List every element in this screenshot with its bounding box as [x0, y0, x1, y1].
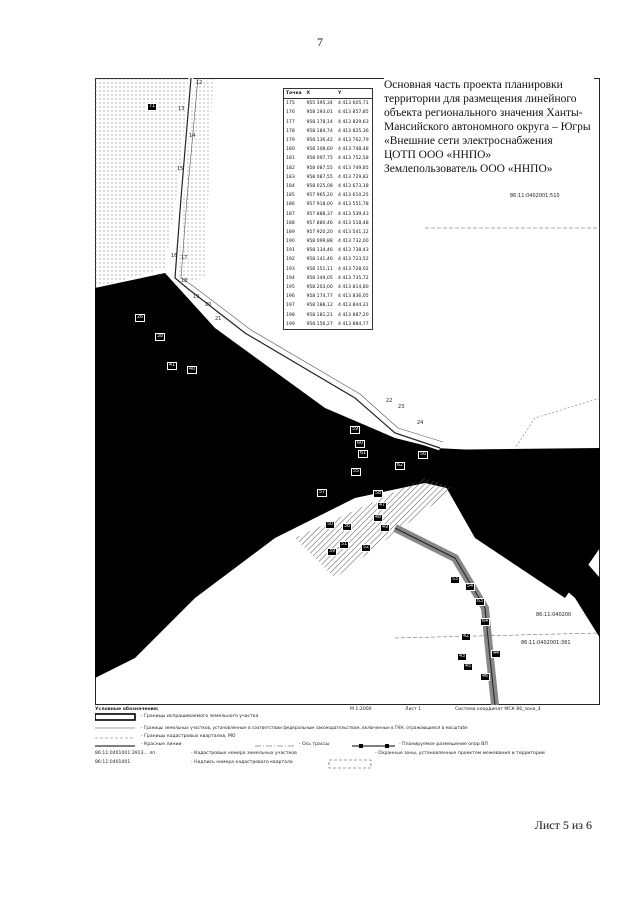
cell-y: 4 413 673,18 — [337, 183, 369, 189]
cell-x: 957 965,20 — [306, 193, 333, 199]
map-legend — [95, 705, 600, 771]
cell-y: 4 413 749,85 — [337, 165, 369, 171]
cell-y: 4 413 814,80 — [337, 285, 369, 291]
cell-x: 958 087,55 — [306, 165, 333, 171]
cell-x: 958 156,27 — [306, 321, 333, 327]
point-label: 15 — [177, 166, 184, 172]
cell-y: 4 413 728,02 — [337, 266, 369, 272]
legend-heading: Условные обозначения: — [95, 707, 159, 712]
table-row — [284, 182, 373, 191]
cell-point: 177 — [286, 119, 295, 125]
parcel-tag: 64 — [482, 619, 489, 624]
cell-point: 179 — [286, 138, 295, 144]
table-row — [284, 320, 373, 330]
table-row — [284, 145, 373, 154]
parcel-tag: 59 — [352, 427, 359, 432]
legend-item: - Ось трассы — [299, 742, 330, 747]
point-label: 17 — [181, 255, 188, 261]
cell-x: 958 193,01 — [306, 110, 333, 116]
parcel-tag: 39 — [329, 549, 336, 554]
cell-y: 4 413 857,85 — [337, 110, 369, 116]
parcel-tag: 41 — [169, 363, 176, 368]
kad-label-040200: 86:11:040200 — [536, 612, 572, 618]
cell-x: 958 099,88 — [306, 239, 333, 245]
title-line: территории для размещения линейного — [384, 93, 577, 105]
table-row — [284, 301, 373, 310]
cell-x: 958 178,14 — [306, 119, 333, 125]
legend-item: - Границы кадастровых кварталов, МО — [141, 734, 236, 739]
cell-y: 4 413 752,58 — [337, 156, 369, 162]
legend-item: - Кадастровые номера земельных участков — [191, 751, 297, 756]
cell-y: 4 413 541,12 — [337, 229, 369, 235]
cell-y: 4 413 884,77 — [337, 321, 369, 327]
parcel-tag: 71 — [149, 104, 156, 109]
title-line: Землепользователь ООО «ННПО» — [384, 163, 553, 175]
title-line: Мансийского автономного округа – Югры — [384, 121, 591, 133]
parcel-tag: 52 — [363, 545, 370, 550]
title-line: объекта регионального значения Ханты- — [384, 107, 583, 119]
cell-x: 958 136,42 — [306, 138, 333, 144]
cell-point: 183 — [286, 174, 295, 180]
table-row — [284, 246, 373, 255]
table-row — [284, 164, 373, 173]
cell-y: 4 413 748,48 — [337, 147, 369, 153]
table-row — [284, 108, 373, 117]
point-label: 18 — [181, 278, 188, 284]
parcel-tag: 53 — [452, 577, 459, 582]
legend-item: - Надпись номера кадастрового квартала — [191, 760, 293, 765]
cell-point: 182 — [286, 165, 295, 171]
parcel-tag: 46 — [482, 674, 489, 679]
table-row — [284, 311, 373, 320]
table-row — [284, 136, 373, 145]
point-label: 23 — [398, 404, 405, 410]
cell-point: 193 — [286, 266, 295, 272]
cell-x: 958 151,11 — [306, 266, 333, 272]
kad-label-510: 86:11:0402001:510 — [510, 193, 560, 199]
cell-x: 958 184,74 — [306, 128, 333, 134]
parcel-tag: 36 — [344, 524, 351, 529]
document-title — [384, 78, 594, 176]
cell-y: 4 413 729,82 — [337, 174, 369, 180]
cell-y: 4 413 836,05 — [337, 294, 369, 300]
table-row — [284, 209, 373, 218]
point-label: 24 — [417, 420, 424, 426]
cell-point: 197 — [286, 303, 295, 309]
cell-y: 4 413 829,63 — [337, 119, 369, 125]
cell-x: 958 188,12 — [306, 303, 333, 309]
cell-point: 198 — [286, 312, 295, 318]
cell-point: 178 — [286, 128, 295, 134]
cell-y: 4 413 735,72 — [337, 275, 369, 281]
legend-coord-system: Система координат МСК 86_зона_4 — [455, 707, 541, 712]
col-point: Точка — [284, 89, 305, 99]
cell-y: 4 413 610,25 — [337, 193, 369, 199]
table-row — [284, 118, 373, 127]
parcel-tag: 42 — [463, 634, 470, 639]
parcel-tag: 40 — [189, 367, 196, 372]
table-row — [284, 237, 373, 246]
cell-point: 181 — [286, 156, 295, 162]
parcel-tag: 26 — [137, 315, 144, 320]
cell-y: 4 413 518,48 — [337, 220, 369, 226]
cell-point: 184 — [286, 183, 295, 189]
sheet-counter: Лист 5 из 6 — [534, 818, 592, 832]
cell-x: 957 888,37 — [306, 211, 333, 217]
table-row — [284, 255, 373, 264]
cell-point: 192 — [286, 257, 295, 263]
cell-x: 958 141,46 — [306, 257, 333, 263]
cell-point: 194 — [286, 275, 295, 281]
point-label: 16 — [171, 253, 178, 259]
point-label: 21 — [215, 316, 222, 322]
parcel-tag: 55 — [353, 469, 360, 474]
table-header-row — [284, 89, 373, 99]
legend-item: - Границы земельных участков, установленные в соответствии федеральным законодательством, включенные в ГКН, отражающиеся в масштабе — [141, 725, 468, 730]
parcel-tag: 58 — [375, 491, 382, 496]
point-label: 86 — [157, 274, 164, 280]
table-row — [284, 173, 373, 182]
legend-item: - Красные линии — [141, 742, 182, 747]
parcel-tag: 60 — [357, 441, 364, 446]
parcel-tag: 38 — [157, 334, 164, 339]
table-row — [284, 292, 373, 301]
cell-point: 199 — [286, 321, 295, 327]
parcel-tag: 44 — [493, 651, 500, 656]
point-label: 12 — [196, 80, 203, 86]
cell-point: 185 — [286, 193, 295, 199]
cell-x: 955 395,34 — [306, 101, 333, 107]
table-row — [284, 127, 373, 136]
cell-x: 958 174,77 — [306, 294, 333, 300]
table-row — [284, 228, 373, 237]
cell-point: 176 — [286, 110, 295, 116]
table-row — [284, 154, 373, 163]
cell-point: 186 — [286, 202, 295, 208]
parcel-tag: 61 — [360, 451, 367, 456]
parcel-tag: 48 — [375, 515, 382, 520]
cell-x: 958 025,08 — [306, 183, 333, 189]
point-label: 14 — [189, 133, 196, 139]
parcel-tag: 49 — [382, 525, 389, 530]
table-row — [284, 200, 373, 209]
parcel-tag: 45 — [465, 664, 472, 669]
coordinates-table — [283, 88, 373, 330]
cell-x: 957 880,46 — [306, 220, 333, 226]
cell-x: 958 181,21 — [306, 312, 333, 318]
cell-point: 190 — [286, 239, 295, 245]
cell-y: 4 413 887,20 — [337, 312, 369, 318]
cell-y: 4 413 844,31 — [337, 303, 369, 309]
cell-point: 175 — [286, 101, 295, 107]
cell-x: 958 203,00 — [306, 285, 333, 291]
parcel-tag: 54 — [467, 584, 474, 589]
cell-x: 958 134,46 — [306, 248, 333, 254]
cell-point: 195 — [286, 285, 295, 291]
coordinates-body — [284, 99, 373, 330]
cell-y: 4 413 539,43 — [337, 211, 369, 217]
cell-x: 958 149,05 — [306, 275, 333, 281]
legend-item: - Планируемое размещение опор ВЛ — [399, 742, 488, 747]
parcel-tag: 50 — [327, 522, 334, 527]
legend-sheet: Лист 1 — [405, 707, 422, 712]
parcel-tag: 47 — [379, 503, 386, 508]
table-row — [284, 274, 373, 283]
legend-sample-quarter: 86:11:0401001 — [95, 760, 131, 765]
cell-y: 4 413 723,52 — [337, 257, 369, 263]
cell-point: 191 — [286, 248, 295, 254]
cell-y: 4 413 738,43 — [337, 248, 369, 254]
title-line: «Внешние сети электроснабжения — [384, 135, 553, 147]
table-row — [284, 265, 373, 274]
cell-y: 4 413 825,36 — [337, 128, 369, 134]
cell-y: 4 413 551,78 — [337, 202, 369, 208]
col-x: X — [304, 89, 335, 99]
point-label: 20 — [205, 302, 212, 308]
parcel-tag: 51 — [341, 542, 348, 547]
cell-point: 189 — [286, 229, 295, 235]
cell-x: 958 108,60 — [306, 147, 333, 153]
table-row — [284, 219, 373, 228]
point-label: 22 — [386, 398, 393, 404]
table-row — [284, 283, 373, 292]
cell-x: 957 920,20 — [306, 229, 333, 235]
point-label: 19 — [193, 294, 200, 300]
legend-item: - Охранные зоны, установленные проектом межевания и территории — [375, 751, 545, 756]
parcel-tag: 57 — [319, 490, 326, 495]
cell-y: 4 413 605,71 — [337, 101, 369, 107]
parcel-tag: 62 — [397, 463, 404, 468]
cell-point: 188 — [286, 220, 295, 226]
cell-x: 958 097,75 — [306, 156, 333, 162]
col-y: Y — [336, 89, 373, 99]
legend-scale: М 1:2000 — [350, 707, 372, 712]
quarter-boundary-lower — [395, 633, 600, 638]
page-number: 7 — [317, 35, 323, 49]
table-row — [284, 191, 373, 200]
kad-label-361: 86:11:0402001:361 — [521, 640, 571, 646]
cell-point: 180 — [286, 147, 295, 153]
cell-point: 187 — [286, 211, 295, 217]
cell-y: 4 413 762,79 — [337, 138, 369, 144]
parcel-tag: 43 — [459, 654, 466, 659]
parcel-tag: 63 — [477, 599, 484, 604]
cell-y: 4 413 732,00 — [337, 239, 369, 245]
point-label: 13 — [178, 106, 185, 112]
parcel-boundary-right — [515, 398, 600, 448]
cell-x: 958 087,55 — [306, 174, 333, 180]
legend-item: - Границы испрашиваемого земельного участка — [141, 714, 259, 719]
cell-point: 196 — [286, 294, 295, 300]
title-line: ЦОТП ООО «ННПО» — [384, 149, 492, 161]
legend-sample-parcel: 86:11:0401001:3913... лп. — [95, 751, 157, 756]
cell-x: 957 918,00 — [306, 202, 333, 208]
title-line: Основная часть проекта планировки — [384, 79, 563, 91]
table-row — [284, 99, 373, 109]
parcel-tag: 56 — [420, 452, 427, 457]
